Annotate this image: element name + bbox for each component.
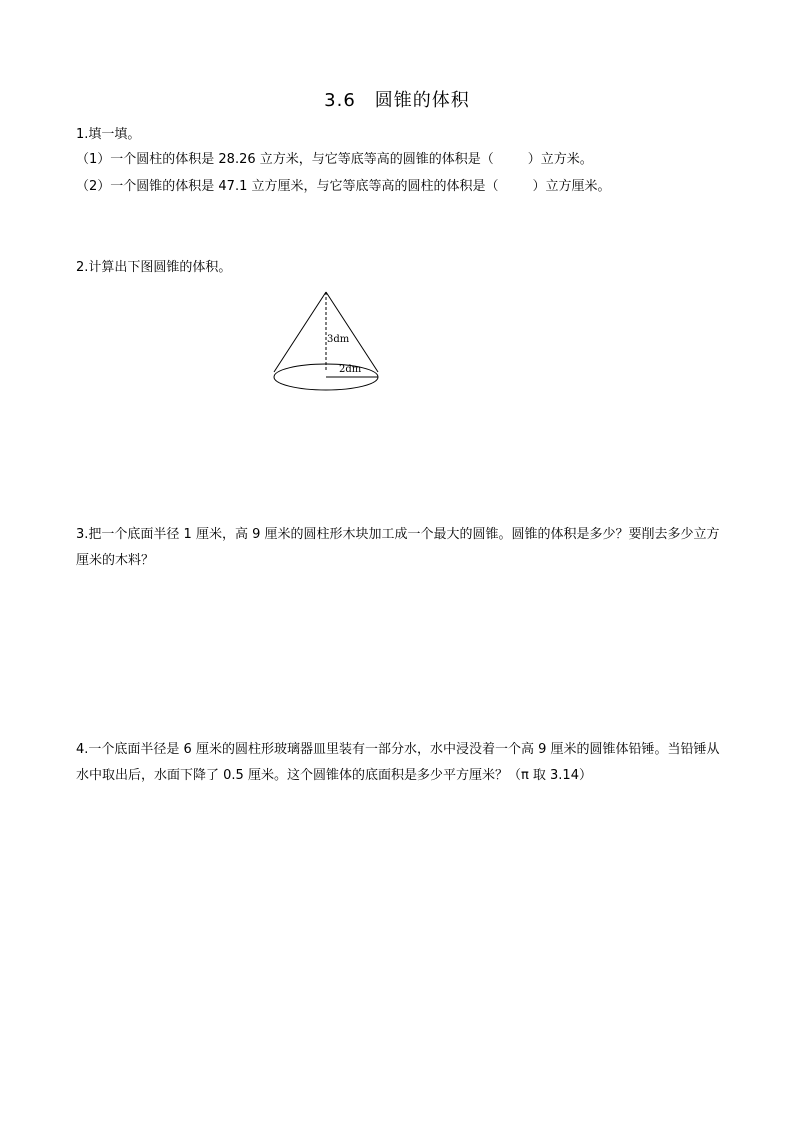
cone-left-edge bbox=[274, 292, 326, 372]
page-title: 3.6 圆锥的体积 bbox=[324, 90, 470, 111]
question-1-item-2-prefix: （2）一个圆锥的体积是 47.1 立方厘米，与它等底等高的圆柱的体积是（ bbox=[76, 179, 499, 194]
question-1-heading: 1.填一填。 bbox=[76, 127, 141, 142]
question-1-item-1 bbox=[76, 150, 593, 170]
question-4-text: 4.一个底面半径是 6 厘米的圆柱形玻璃器皿里装有一部分水，水中浸没着一个高 9 厘米的圆锥体铅锤。当铅锤从水中取出后，水面下降了 0.5 厘米。这个圆锥体的底面积是多少平方厘米？（π 取 3.14） bbox=[76, 742, 720, 783]
question-1-item-1-suffix: ）立方米。 bbox=[527, 152, 593, 167]
radius-label: 2dm bbox=[339, 364, 362, 375]
height-label: 3dm bbox=[327, 334, 350, 345]
question-1-item-2-suffix: ）立方厘米。 bbox=[532, 179, 611, 194]
question-2-heading: 2.计算出下图圆锥的体积。 bbox=[76, 260, 232, 275]
cone-figure bbox=[266, 286, 390, 394]
cone-right-edge bbox=[326, 292, 378, 372]
question-1-item-1-prefix: （1）一个圆柱的体积是 28.26 立方米，与它等底等高的圆锥的体积是（ bbox=[76, 152, 494, 167]
question-1-item-2 bbox=[76, 177, 611, 197]
question-3-text: 3.把一个底面半径 1 厘米，高 9 厘米的圆柱形木块加工成一个最大的圆锥。圆锥的体积是多少？要削去多少立方厘米的木料？ bbox=[76, 527, 720, 568]
